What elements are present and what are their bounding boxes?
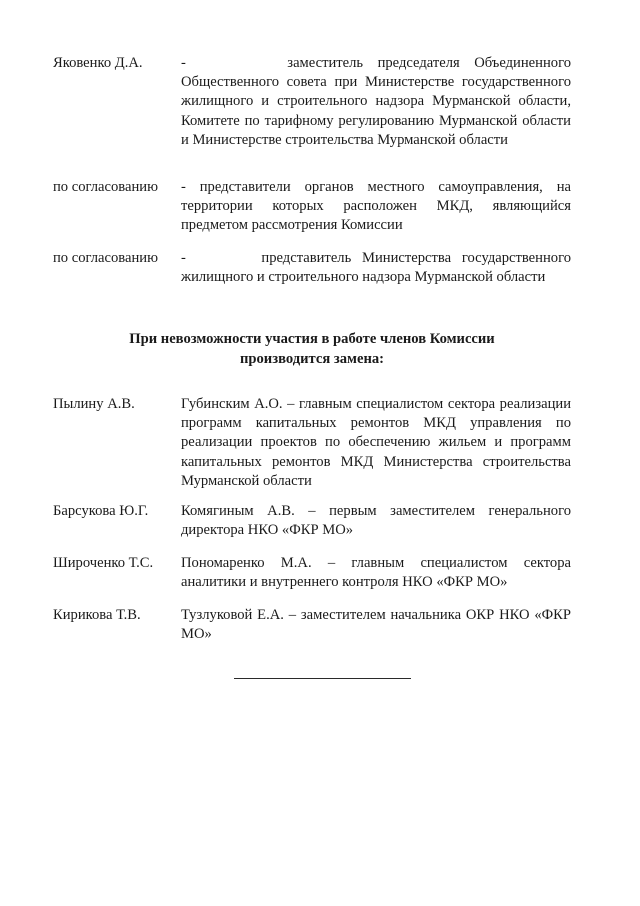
replacement-heading-line1: При невозможности участия в работе членов Комиссии <box>129 331 495 347</box>
replacement-name: Барсукова Ю.Г. <box>53 503 149 519</box>
replacement-description: Комягиным А.В. – первым заместителем генерального директора НКО «ФКР МО» <box>181 503 571 539</box>
replacement-heading-line2: производится замена: <box>239 350 385 367</box>
member-description: - заместитель председателя Объединенного Общественного совета при Министерстве государственного жилищного и строительного надзора Мурманской области, Комитете по тарифному регулированию Мурманской области и Министерстве строительства Мурманской области <box>181 55 571 148</box>
replacement-name: Пылину А.В. <box>53 396 135 412</box>
replacement-name: Широченко Т.С. <box>53 555 154 571</box>
member-name: по согласованию <box>53 179 159 195</box>
replacement-description: Пономаренко М.А. – главным специалистом сектора аналитики и внутреннего контроля НКО «ФКР МО» <box>181 555 571 591</box>
member-name: по согласованию <box>53 250 159 266</box>
end-rule <box>234 678 411 679</box>
member-name: Яковенко Д.А. <box>53 55 143 71</box>
replacement-description: Губинским А.О. – главным специалистом сектора реализации программ капитальных ремонтов МКД управления по реализации проектов по обеспечению жильем и программ капитальных ремонтов МКД Министерства строительства Мурманской области <box>181 396 571 489</box>
member-description: - представители органов местного самоуправления, на территории которых расположен МКД, являющийся предметом рассмотрения Комиссии <box>181 179 571 234</box>
member-description: - представитель Министерства государственного жилищного и строительного надзора Мурманской области <box>181 250 571 286</box>
replacement-name: Кирикова Т.В. <box>53 607 141 623</box>
replacement-heading <box>53 330 571 369</box>
replacement-description: Тузлуковой Е.А. – заместителем начальника ОКР НКО «ФКР МО» <box>181 607 571 643</box>
